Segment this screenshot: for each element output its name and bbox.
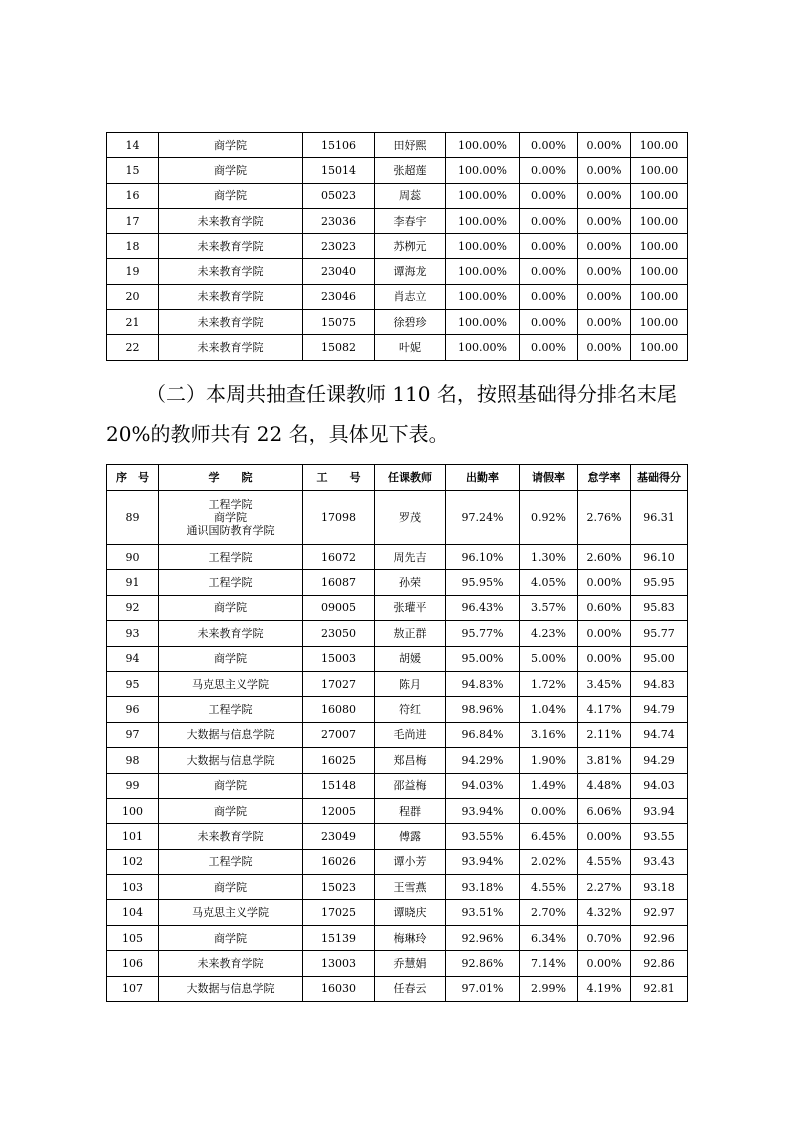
- table-row: [107, 798, 688, 823]
- cell-leave: 0.00%: [520, 335, 578, 360]
- cell-id: 27007: [303, 722, 375, 747]
- cell-teacher: 乔慧娟: [375, 951, 446, 976]
- cell-id: 13003: [303, 951, 375, 976]
- table-row: [107, 234, 688, 259]
- cell-idle: 0.00%: [578, 310, 631, 335]
- cell-no: 18: [107, 234, 159, 259]
- cell-college: 未来教育学院: [159, 259, 303, 284]
- cell-no: 96: [107, 697, 159, 722]
- cell-attendance: 98.96%: [446, 697, 520, 722]
- header-teacher: 任课教师: [375, 465, 446, 491]
- cell-no: 103: [107, 875, 159, 900]
- cell-idle: 4.55%: [578, 849, 631, 874]
- cell-leave: 4.05%: [520, 570, 578, 595]
- cell-idle: 4.32%: [578, 900, 631, 925]
- cell-no: 99: [107, 773, 159, 798]
- cell-teacher: 程群: [375, 798, 446, 823]
- cell-idle: 4.17%: [578, 697, 631, 722]
- cell-teacher: 田妤熙: [375, 133, 446, 158]
- cell-teacher: 罗茂: [375, 491, 446, 545]
- cell-teacher: 肖志立: [375, 284, 446, 309]
- cell-score: 93.43: [631, 849, 688, 874]
- cell-attendance: 95.77%: [446, 621, 520, 646]
- cell-idle: 0.00%: [578, 158, 631, 183]
- cell-id: 15082: [303, 335, 375, 360]
- cell-id: 05023: [303, 183, 375, 208]
- cell-id: 23049: [303, 824, 375, 849]
- cell-score: 96.31: [631, 491, 688, 545]
- cell-no: 22: [107, 335, 159, 360]
- cell-college: 商学院: [159, 875, 303, 900]
- header-leave: 请假率: [520, 465, 578, 491]
- cell-leave: 1.30%: [520, 545, 578, 570]
- table-row: [107, 183, 688, 208]
- section-paragraph-line1: （二）本周共抽查任课教师 110 名，按照基础得分排名末尾: [146, 382, 677, 406]
- table-row: [107, 773, 688, 798]
- cell-attendance: 100.00%: [446, 133, 520, 158]
- cell-idle: 0.00%: [578, 208, 631, 233]
- cell-id: 23040: [303, 259, 375, 284]
- cell-attendance: 95.95%: [446, 570, 520, 595]
- cell-leave: 0.00%: [520, 259, 578, 284]
- cell-score: 100.00: [631, 335, 688, 360]
- table-row: [107, 951, 688, 976]
- table-row: [107, 875, 688, 900]
- cell-idle: 3.81%: [578, 748, 631, 773]
- table-row: [107, 158, 688, 183]
- cell-score: 94.29: [631, 748, 688, 773]
- cell-id: 16030: [303, 976, 375, 1001]
- cell-leave: 2.99%: [520, 976, 578, 1001]
- cell-no: 98: [107, 748, 159, 773]
- cell-no: 107: [107, 976, 159, 1001]
- cell-teacher: 孙荣: [375, 570, 446, 595]
- cell-score: 95.77: [631, 621, 688, 646]
- cell-score: 100.00: [631, 284, 688, 309]
- cell-no: 94: [107, 646, 159, 671]
- cell-attendance: 97.24%: [446, 491, 520, 545]
- cell-idle: 0.00%: [578, 234, 631, 259]
- cell-attendance: 94.29%: [446, 748, 520, 773]
- cell-no: 91: [107, 570, 159, 595]
- cell-teacher: 谭海龙: [375, 259, 446, 284]
- cell-college: 商学院: [159, 798, 303, 823]
- cell-no: 93: [107, 621, 159, 646]
- cell-leave: 6.45%: [520, 824, 578, 849]
- cell-idle: 0.00%: [578, 951, 631, 976]
- cell-id: 23036: [303, 208, 375, 233]
- cell-attendance: 100.00%: [446, 208, 520, 233]
- cell-score: 100.00: [631, 183, 688, 208]
- table-row: [107, 900, 688, 925]
- cell-attendance: 95.00%: [446, 646, 520, 671]
- cell-idle: 0.00%: [578, 335, 631, 360]
- cell-college: 工程学院: [159, 849, 303, 874]
- header-idle: 怠学率: [578, 465, 631, 491]
- cell-score: 100.00: [631, 234, 688, 259]
- cell-id: 15014: [303, 158, 375, 183]
- cell-score: 93.94: [631, 798, 688, 823]
- cell-no: 92: [107, 595, 159, 620]
- cell-attendance: 97.01%: [446, 976, 520, 1001]
- cell-attendance: 93.94%: [446, 798, 520, 823]
- cell-no: 17: [107, 208, 159, 233]
- cell-no: 14: [107, 133, 159, 158]
- cell-leave: 4.55%: [520, 875, 578, 900]
- cell-id: 15023: [303, 875, 375, 900]
- cell-score: 94.03: [631, 773, 688, 798]
- cell-leave: 0.00%: [520, 158, 578, 183]
- cell-teacher: 周蕊: [375, 183, 446, 208]
- cell-teacher: 谭晓庆: [375, 900, 446, 925]
- cell-leave: 0.00%: [520, 234, 578, 259]
- table-row: [107, 335, 688, 360]
- cell-teacher: 梅琳玲: [375, 925, 446, 950]
- cell-id: 23023: [303, 234, 375, 259]
- cell-score: 95.95: [631, 570, 688, 595]
- cell-leave: 3.16%: [520, 722, 578, 747]
- cell-id: 17025: [303, 900, 375, 925]
- table-row: [107, 621, 688, 646]
- cell-id: 16025: [303, 748, 375, 773]
- table-row: [107, 259, 688, 284]
- cell-leave: 0.92%: [520, 491, 578, 545]
- table-row: [107, 925, 688, 950]
- header-score: 基础得分: [631, 465, 688, 491]
- cell-teacher: 谭小芳: [375, 849, 446, 874]
- cell-leave: 7.14%: [520, 951, 578, 976]
- cell-leave: 1.72%: [520, 671, 578, 696]
- cell-idle: 2.76%: [578, 491, 631, 545]
- cell-leave: 0.00%: [520, 133, 578, 158]
- cell-no: 15: [107, 158, 159, 183]
- cell-college: 大数据与信息学院: [159, 722, 303, 747]
- cell-id: 17098: [303, 491, 375, 545]
- cell-idle: 0.00%: [578, 259, 631, 284]
- cell-attendance: 94.83%: [446, 671, 520, 696]
- cell-teacher: 符红: [375, 697, 446, 722]
- cell-score: 100.00: [631, 133, 688, 158]
- cell-college: 未来教育学院: [159, 621, 303, 646]
- cell-no: 89: [107, 491, 159, 545]
- cell-id: 17027: [303, 671, 375, 696]
- cell-id: 12005: [303, 798, 375, 823]
- cell-college: 未来教育学院: [159, 951, 303, 976]
- table-row: [107, 208, 688, 233]
- cell-id: 16087: [303, 570, 375, 595]
- college-line: 通识国防教育学院: [186, 524, 275, 537]
- cell-attendance: 100.00%: [446, 183, 520, 208]
- cell-college: 马克思主义学院: [159, 900, 303, 925]
- cell-attendance: 100.00%: [446, 234, 520, 259]
- cell-score: 92.81: [631, 976, 688, 1001]
- cell-leave: 1.90%: [520, 748, 578, 773]
- teacher-table-continued: [106, 132, 688, 361]
- cell-id: 15139: [303, 925, 375, 950]
- cell-attendance: 100.00%: [446, 259, 520, 284]
- cell-leave: 0.00%: [520, 284, 578, 309]
- cell-idle: 0.00%: [578, 183, 631, 208]
- cell-college: 未来教育学院: [159, 310, 303, 335]
- cell-score: 100.00: [631, 310, 688, 335]
- cell-leave: 6.34%: [520, 925, 578, 950]
- header-college: 学 院: [159, 465, 303, 491]
- cell-attendance: 93.55%: [446, 824, 520, 849]
- college-line: 商学院: [214, 511, 247, 524]
- cell-idle: 0.00%: [578, 824, 631, 849]
- cell-leave: 0.00%: [520, 310, 578, 335]
- table-row: [107, 310, 688, 335]
- cell-no: 16: [107, 183, 159, 208]
- cell-attendance: 100.00%: [446, 284, 520, 309]
- cell-idle: 4.48%: [578, 773, 631, 798]
- cell-teacher: 李春宇: [375, 208, 446, 233]
- cell-no: 97: [107, 722, 159, 747]
- cell-college: 未来教育学院: [159, 335, 303, 360]
- cell-idle: 0.70%: [578, 925, 631, 950]
- cell-teacher: 胡媛: [375, 646, 446, 671]
- cell-teacher: 敖正群: [375, 621, 446, 646]
- cell-idle: 4.19%: [578, 976, 631, 1001]
- cell-idle: 0.00%: [578, 133, 631, 158]
- cell-score: 93.18: [631, 875, 688, 900]
- cell-idle: 2.11%: [578, 722, 631, 747]
- cell-no: 102: [107, 849, 159, 874]
- cell-score: 92.97: [631, 900, 688, 925]
- cell-score: 96.10: [631, 545, 688, 570]
- cell-idle: 0.00%: [578, 570, 631, 595]
- cell-attendance: 93.51%: [446, 900, 520, 925]
- cell-idle: 0.00%: [578, 646, 631, 671]
- cell-leave: 1.49%: [520, 773, 578, 798]
- cell-no: 105: [107, 925, 159, 950]
- cell-no: 106: [107, 951, 159, 976]
- cell-id: 23050: [303, 621, 375, 646]
- cell-college: 工程学院: [159, 570, 303, 595]
- table-row: [107, 284, 688, 309]
- cell-idle: 6.06%: [578, 798, 631, 823]
- cell-leave: 1.04%: [520, 697, 578, 722]
- table-row: [107, 671, 688, 696]
- cell-score: 93.55: [631, 824, 688, 849]
- cell-id: 16026: [303, 849, 375, 874]
- cell-no: 100: [107, 798, 159, 823]
- cell-leave: 2.70%: [520, 900, 578, 925]
- table-row: [107, 748, 688, 773]
- cell-score: 100.00: [631, 208, 688, 233]
- cell-college: 大数据与信息学院: [159, 976, 303, 1001]
- cell-teacher: 张超莲: [375, 158, 446, 183]
- cell-leave: 2.02%: [520, 849, 578, 874]
- college-line: 工程学院: [208, 498, 253, 511]
- cell-attendance: 96.10%: [446, 545, 520, 570]
- cell-no: 21: [107, 310, 159, 335]
- cell-leave: 0.00%: [520, 798, 578, 823]
- cell-score: 95.83: [631, 595, 688, 620]
- table-row: [107, 595, 688, 620]
- cell-attendance: 96.84%: [446, 722, 520, 747]
- table-row: [107, 570, 688, 595]
- cell-leave: 0.00%: [520, 208, 578, 233]
- section-paragraph-line2: 20%的教师共有 22 名，具体见下表。: [106, 422, 449, 446]
- cell-leave: 3.57%: [520, 595, 578, 620]
- cell-id: 16080: [303, 697, 375, 722]
- cell-teacher: 苏栁元: [375, 234, 446, 259]
- bottom-20-teacher-table: [106, 464, 688, 1002]
- cell-teacher: 邵益梅: [375, 773, 446, 798]
- cell-teacher: 王雪燕: [375, 875, 446, 900]
- table-row: [107, 697, 688, 722]
- table-row: [107, 722, 688, 747]
- cell-attendance: 100.00%: [446, 335, 520, 360]
- table-row: [107, 849, 688, 874]
- cell-college: 未来教育学院: [159, 234, 303, 259]
- cell-attendance: 93.18%: [446, 875, 520, 900]
- cell-id: 23046: [303, 284, 375, 309]
- cell-no: 20: [107, 284, 159, 309]
- cell-id: 09005: [303, 595, 375, 620]
- cell-college: 未来教育学院: [159, 284, 303, 309]
- cell-attendance: 96.43%: [446, 595, 520, 620]
- cell-no: 104: [107, 900, 159, 925]
- cell-leave: 0.00%: [520, 183, 578, 208]
- cell-teacher: 郑昌梅: [375, 748, 446, 773]
- cell-college: 未来教育学院: [159, 824, 303, 849]
- cell-teacher: 徐碧珍: [375, 310, 446, 335]
- cell-college: 马克思主义学院: [159, 671, 303, 696]
- cell-teacher: 周先吉: [375, 545, 446, 570]
- cell-leave: 4.23%: [520, 621, 578, 646]
- cell-id: 15106: [303, 133, 375, 158]
- cell-score: 92.86: [631, 951, 688, 976]
- cell-teacher: 任春云: [375, 976, 446, 1001]
- table-row: [107, 491, 688, 545]
- cell-college: 商学院: [159, 773, 303, 798]
- cell-college: 商学院: [159, 646, 303, 671]
- cell-score: 94.79: [631, 697, 688, 722]
- cell-teacher: 陈月: [375, 671, 446, 696]
- cell-attendance: 92.86%: [446, 951, 520, 976]
- cell-score: 100.00: [631, 259, 688, 284]
- cell-no: 95: [107, 671, 159, 696]
- cell-id: 15003: [303, 646, 375, 671]
- cell-id: 15148: [303, 773, 375, 798]
- cell-no: 101: [107, 824, 159, 849]
- cell-idle: 2.60%: [578, 545, 631, 570]
- cell-score: 92.96: [631, 925, 688, 950]
- cell-college: [159, 491, 303, 545]
- cell-idle: 3.45%: [578, 671, 631, 696]
- cell-college: 工程学院: [159, 545, 303, 570]
- cell-score: 94.74: [631, 722, 688, 747]
- cell-idle: 0.60%: [578, 595, 631, 620]
- cell-college: 商学院: [159, 183, 303, 208]
- table-header-row: [107, 465, 688, 491]
- cell-teacher: 叶妮: [375, 335, 446, 360]
- cell-idle: 0.00%: [578, 621, 631, 646]
- table-row: [107, 133, 688, 158]
- header-attendance: 出勤率: [446, 465, 520, 491]
- cell-teacher: 毛尚进: [375, 722, 446, 747]
- cell-score: 94.83: [631, 671, 688, 696]
- cell-college: 商学院: [159, 158, 303, 183]
- cell-attendance: 92.96%: [446, 925, 520, 950]
- cell-attendance: 100.00%: [446, 158, 520, 183]
- cell-attendance: 94.03%: [446, 773, 520, 798]
- cell-score: 95.00: [631, 646, 688, 671]
- cell-no: 19: [107, 259, 159, 284]
- cell-teacher: 张瓘平: [375, 595, 446, 620]
- cell-id: 16072: [303, 545, 375, 570]
- cell-idle: 0.00%: [578, 284, 631, 309]
- cell-teacher: 傅露: [375, 824, 446, 849]
- header-no: 序 号: [107, 465, 159, 491]
- cell-college: 商学院: [159, 925, 303, 950]
- cell-college: 商学院: [159, 595, 303, 620]
- cell-score: 100.00: [631, 158, 688, 183]
- cell-attendance: 100.00%: [446, 310, 520, 335]
- cell-college: 商学院: [159, 133, 303, 158]
- table-row: [107, 545, 688, 570]
- cell-college: 未来教育学院: [159, 208, 303, 233]
- table-row: [107, 646, 688, 671]
- cell-attendance: 93.94%: [446, 849, 520, 874]
- cell-college: 大数据与信息学院: [159, 748, 303, 773]
- header-id: 工 号: [303, 465, 375, 491]
- table-row: [107, 976, 688, 1001]
- cell-leave: 5.00%: [520, 646, 578, 671]
- table-row: [107, 824, 688, 849]
- cell-college: 工程学院: [159, 697, 303, 722]
- cell-no: 90: [107, 545, 159, 570]
- cell-idle: 2.27%: [578, 875, 631, 900]
- cell-id: 15075: [303, 310, 375, 335]
